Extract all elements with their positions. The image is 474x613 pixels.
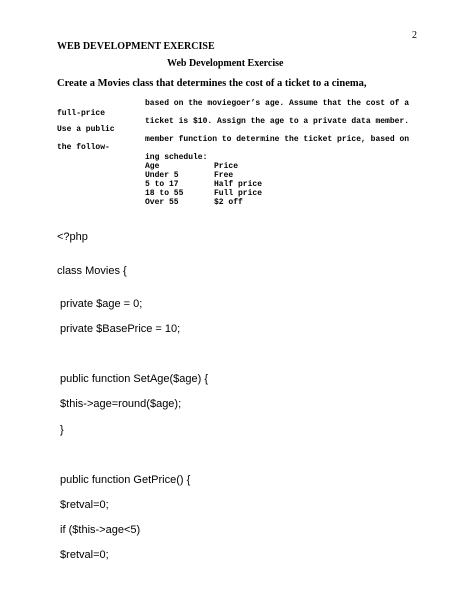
code-line-7: } bbox=[57, 424, 64, 436]
exercise-heading: Create a Movies class that determines the cost of a ticket to a cinema, bbox=[57, 78, 367, 89]
right-text-3: member function to determine the ticket price, based on bbox=[145, 135, 410, 144]
schedule-age-3: 18 to 55 bbox=[145, 189, 184, 198]
right-text-2: ticket is $10. Assign the age to a private data member. bbox=[145, 117, 410, 126]
code-line-3: private $age = 0; bbox=[57, 298, 143, 310]
schedule-header-price: Price bbox=[214, 162, 239, 171]
schedule-age-1: Under 5 bbox=[145, 171, 179, 180]
schedule-header-age: Age bbox=[145, 162, 160, 171]
code-line-8: public function GetPrice() { bbox=[57, 474, 191, 486]
left-text-1: full-price bbox=[57, 109, 106, 118]
schedule-price-4: $2 off bbox=[214, 198, 243, 207]
code-line-6: $this->age=round($age); bbox=[57, 398, 182, 410]
code-line-10: if ($this->age<5) bbox=[57, 524, 141, 536]
code-line-1: <?php bbox=[57, 231, 88, 243]
running-head: WEB DEVELOPMENT EXERCISE bbox=[57, 41, 215, 52]
page-title: Web Development Exercise bbox=[167, 58, 284, 69]
right-text-4: ing schedule: bbox=[145, 153, 208, 162]
schedule-price-3: Full price bbox=[214, 189, 263, 198]
schedule-price-1: Free bbox=[214, 171, 234, 180]
code-line-5: public function SetAge($age) { bbox=[57, 373, 209, 385]
left-text-3: the follow- bbox=[57, 143, 110, 152]
page-number: 2 bbox=[412, 30, 417, 41]
code-line-2: class Movies { bbox=[57, 265, 127, 277]
right-text-1: based on the moviegoer’s age. Assume that the cost of a bbox=[145, 99, 410, 108]
schedule-price-2: Half price bbox=[214, 180, 263, 189]
schedule-age-2: 5 to 17 bbox=[145, 180, 179, 189]
code-line-11: $retval=0; bbox=[57, 549, 109, 561]
left-text-2: Use a public bbox=[57, 125, 115, 134]
code-line-4: private $BasePrice = 10; bbox=[57, 323, 181, 335]
schedule-age-4: Over 55 bbox=[145, 198, 179, 207]
code-line-9: $retval=0; bbox=[57, 499, 109, 511]
